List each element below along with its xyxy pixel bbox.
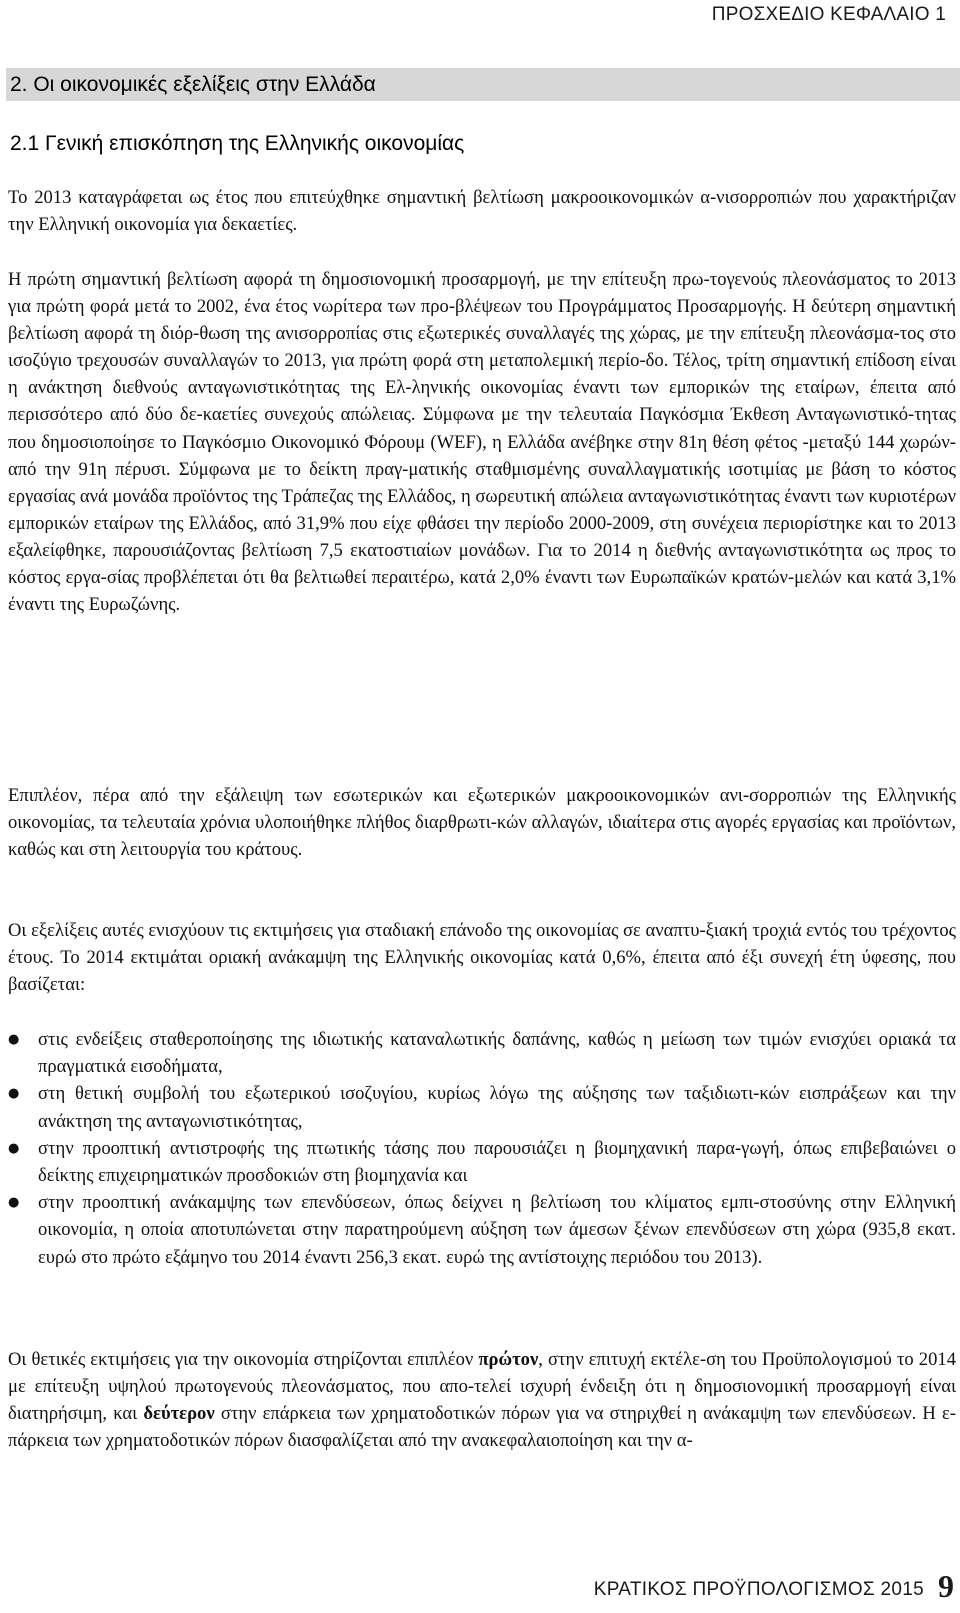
- bullet-icon: ●: [8, 1195, 20, 1211]
- list-item-text: στη θετική συμβολή του εξωτερικού ισοζυγίου, κυρίως λόγω της αύξησης των ταξιδιωτι-κών εισπράξεων και την ανάκτηση της ανταγωνιστικότητας,: [38, 1083, 956, 1132]
- paragraph-text: Οι θετικές εκτιμήσεις για την οικονομία στηρίζονται επιπλέον: [8, 1349, 479, 1370]
- chapter-heading-bar: [6, 68, 960, 101]
- paragraph-improvements: Η πρώτη σημαντική βελτίωση αφορά τη δημοσιονομική προσαρμογή, με την επίτευξη πρω-τογενούς πλεονάσματος το 2013 για πρώτη φορά μετά το 2002, ένα έτος νωρίτερα των προ-βλέψεων του Προγράμματος Προσαρμογής. Η δεύτερη σημαντική βελτίωση αφορά τη διόρ-θωση της ανισορροπίας στις εξωτερικές συναλλαγές της χώρας, με την επίτευξη πλεονάσμα-τος στο ισοζύγιο τρεχουσών συναλλαγών το 2013, για πρώτη φορά στη μεταπολεμική περίο-δο. Τέλος, τρίτη σημαντική επίδοση είναι η ανάκτηση διεθνούς ανταγωνιστικότητας της Ελ-ληνικής οικονομίας έναντι των εμπορικών της εταίρων, έπειτα από περισσότερο από δύο δε-καετίες συνεχούς απώλειας. Σύμφωνα με την τελευταία Παγκόσμια Έκθεση Ανταγωνιστικό-τητας που δημοσιοποίησε το Παγκόσμιο Οικονομικό Φόρουμ (WEF), η Ελλάδα ανέβηκε στην 81η θέση φέτος -μεταξύ 144 χωρών- από την 91η πέρυσι. Σύμφωνα με το δείκτη πραγ-ματικής σταθμισμένης συναλλαγματικής ισοτιμίας με βάση το κόστος εργασίας ανά μονάδα προϊόντος της Τράπεζας της Ελλάδος, η σωρευτική απώλεια ανταγωνιστικότητας έναντι των κυριοτέρων εμπορικών εταίρων της Ελλάδος, από 31,9% που είχε φθάσει την περίοδο 2000-2009, στη συνέχεια περιορίστηκε και το 2013 εξαλείφθηκε, παρουσιάζοντας βελτίωση 7,5 εκατοστιαίων μονάδων. Για το 2014 η διεθνής ανταγωνιστικότητα ως προς το κόστος εργα-σίας προβλέπεται ότι θα βελτιωθεί περαιτέρω, κατά 2,0% έναντι των Ευρωπαϊκών κρατών-μελών και κατά 3,1% έναντι της Ευρωζώνης.: [8, 269, 956, 616]
- list-item-text: στις ενδείξεις σταθεροποίησης της ιδιωτικής καταναλωτικής δαπάνης, καθώς η μείωση των τιμών ενισχύει οριακά τα πραγματικά εισοδήματα,: [38, 1029, 956, 1078]
- bullet-icon: ●: [8, 1140, 20, 1156]
- paragraph-recovery-outlook: Οι εξελίξεις αυτές ενισχύουν τις εκτιμήσεις για σταδιακή επάνοδο της οικονομίας σε αναπτυ-ξιακή τροχιά εντός του τρέχοντος έτους. Το 2014 εκτιμάται οριακή ανάκαμψη της Ελληνικής οικονομίας κατά 0,6%, έπειτα από έξι συνεχή έτη ύφεσης, που βασίζεται:: [8, 920, 956, 996]
- section-title: 2.1 Γενική επισκόπηση της Ελληνικής οικονομίας: [10, 132, 465, 155]
- running-header: ΠΡΟΣΧΕΔΙΟ ΚΕΦΑΛΑΙΟ 1: [711, 4, 946, 25]
- footer-title: ΚΡΑΤΙΚΟΣ ΠΡΟΫΠΟΛΟΓΙΣΜΟΣ 2015: [593, 1579, 924, 1600]
- list-item-text: στην προοπτική ανάκαμψης των επενδύσεων, όπως δείχνει η βελτίωση του κλίματος εμπι-στοσύνης στην Ελληνική οικονομία, η οποία αποτυπώνεται στην παρατηρούμενη αύξηση των άμεσων ξένων επενδύσεων στη χώρα (935,8 εκατ. ευρώ στο πρώτο εξάμηνο του 2014 έναντι 256,3 εκατ. ευρώ της αντίστοιχης περιόδου του 2013).: [38, 1192, 956, 1268]
- list-item: [8, 1135, 956, 1189]
- paragraph-intro: Το 2013 καταγράφεται ως έτος που επιτεύχθηκε σημαντική βελτίωση μακροοικονομικών α-νισορροπιών που χαρακτήριζαν την Ελληνική οικονομία για δεκαετίες.: [8, 187, 956, 236]
- chapter-title: 2. Οι οικονομικές εξελίξεις στην Ελλάδα: [10, 73, 376, 96]
- list-item: [8, 1026, 956, 1080]
- bullet-icon: ●: [8, 1086, 20, 1102]
- paragraph-text: , στην επιτυχή εκτέλε-ση του Προϋπολογισμού το 2014 με επίτευξη υψηλού πρωτογενούς πλεονάσματος, που απο-τελεί ισχυρή ένδειξη ότι η δημοσιονομική προσαρμογή είναι διατηρήσιμη, και: [8, 1349, 956, 1425]
- bullet-icon: ●: [8, 1032, 20, 1047]
- list-item-text: στην προοπτική αντιστροφής της πτωτικής τάσης που παρουσιάζει η βιομηχανική παρα-γωγή, όπως επιβεβαιώνει ο δείκτης επιχειρηματικών προσδοκιών στη βιομηχανία και: [38, 1137, 956, 1187]
- emphasis-second: δεύτερον: [143, 1403, 215, 1425]
- paragraph-structural-changes: Επιπλέον, πέρα από την εξάλειψη των εσωτερικών και εξωτερικών μακροοικονομικών ανι-σορροπιών της Ελληνικής οικονομίας, τα τελευταία χρόνια υλοποιήθηκε πλήθος διαρθρωτι-κών αλλαγών, ιδιαίτερα στις αγορές εργασίας και προϊόντων, καθώς και στη λειτουργία του κράτους.: [8, 785, 956, 861]
- emphasis-first: πρώτον: [478, 1349, 539, 1370]
- paragraph-supporting-factors: [8, 1346, 956, 1454]
- list-item: [8, 1080, 956, 1134]
- page-number: 9: [938, 1568, 954, 1604]
- paragraph-text: στην επάρκεια των χρηματοδοτικών πόρων για να στηριχθεί η ανάκαμψη των επενδύσεων. Η ε-πάρκεια των χρηματοδοτικών πόρων διασφαλίζεται από την ανακεφαλαιοποίηση και την α-: [8, 1403, 956, 1452]
- recovery-factors-list: [8, 1026, 956, 1271]
- page-footer: [594, 1568, 954, 1605]
- list-item: [8, 1189, 956, 1271]
